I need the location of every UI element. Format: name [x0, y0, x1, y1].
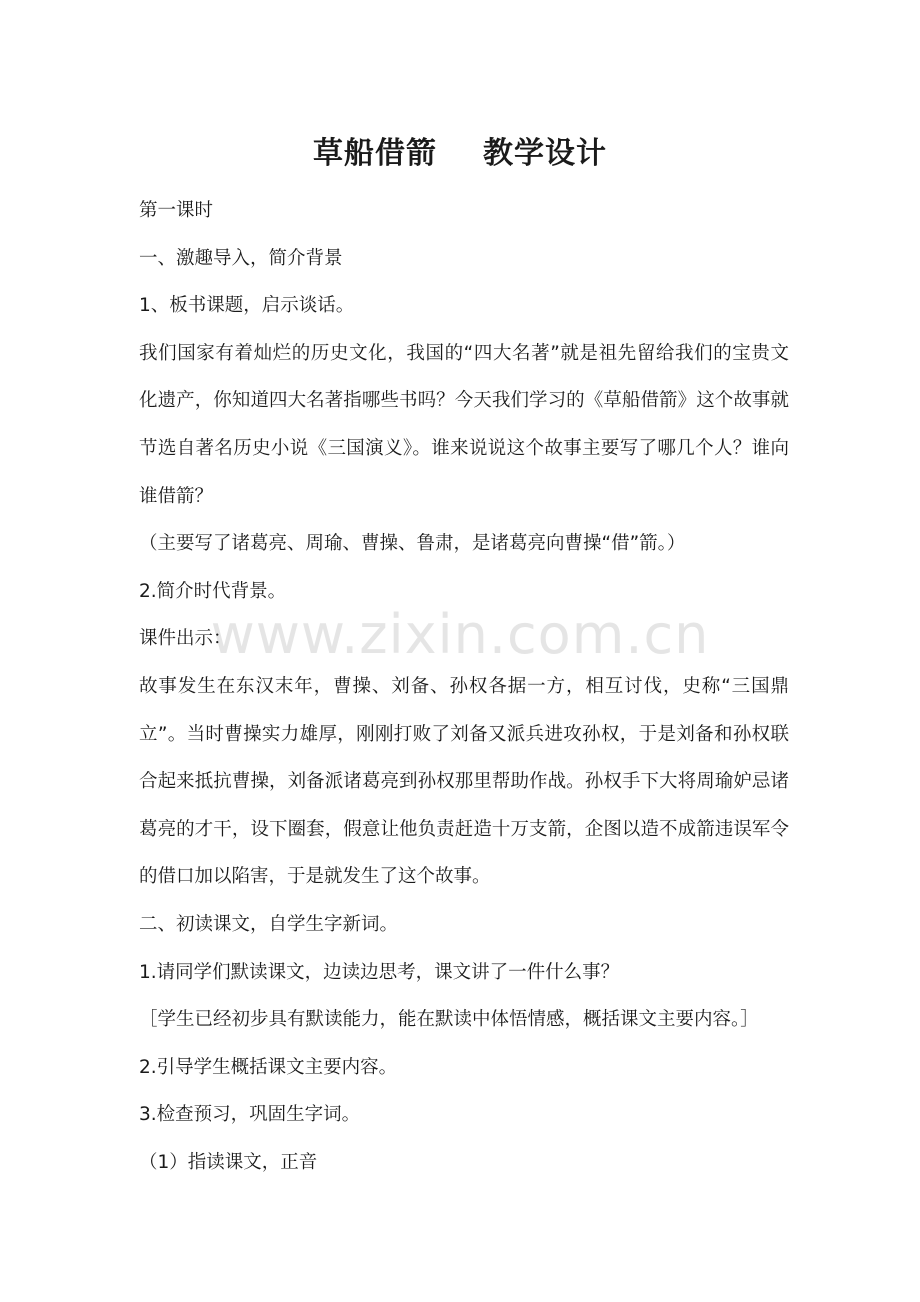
- paragraph-line: 2.引导学生概括课文主要内容。: [139, 1056, 398, 1078]
- document-body: [139, 193, 789, 1192]
- title-design-label: 教学设计: [483, 136, 607, 171]
- paragraph-line: 化遗产，你知道四大名著指哪些书吗？今天我们学习的《草船借箭》这个故事就: [139, 390, 789, 412]
- paragraph-line: 1.请同学们默读课文，边读边思考，课文讲了一件什么事？: [139, 961, 620, 983]
- title-lesson-name: 草船借箭: [313, 136, 437, 171]
- paragraph-line: 课件出示：: [139, 628, 232, 650]
- paragraph-line: ［学生已经初步具有默读能力，能在默读中体悟情感，概括课文主要内容。］: [139, 1009, 759, 1031]
- paragraph-line: 第一课时: [139, 200, 214, 221]
- paragraph-line: （1）指读课文，正音: [139, 1151, 318, 1173]
- paragraph-line: 合起来抵抗曹操，刘备派诸葛亮到孙权那里帮助作战。孙权手下大将周瑜妒忌诸: [139, 771, 789, 793]
- paragraph-line: （主要写了诸葛亮、周瑜、曹操、鲁肃，是诸葛亮向曹操“借”箭。）: [139, 533, 686, 555]
- paragraph-line: 立”。当时曹操实力雄厚，刚刚打败了刘备又派兵进攻孙权，于是刘备和孙权联: [139, 723, 789, 745]
- paragraph-line: 3.检查预习，巩固生字词。: [139, 1104, 361, 1126]
- paragraph-line: 节选自著名历史小说《三国演义》。谁来说说这个故事主要写了哪几个人？谁向: [139, 437, 789, 459]
- paragraph-line: 葛亮的才干，设下圈套，假意让他负责赶造十万支箭，企图以造不成箭违误军令: [139, 818, 789, 840]
- paragraph-line: 故事发生在东汉末年，曹操、刘备、孙权各据一方，相互讨伐，史称“三国鼎: [139, 675, 789, 697]
- paragraph-line: 一、激趣导入，简介背景: [139, 247, 343, 269]
- paragraph-line: 二、初读课文，自学生字新词。: [139, 913, 399, 935]
- paragraph-line: 2.简介时代背景。: [139, 580, 287, 602]
- paragraph-line: 1、板书课题，启示谈话。: [139, 295, 355, 317]
- document-title: [0, 128, 920, 172]
- paragraph-line: 我们国家有着灿烂的历史文化，我国的“四大名著”就是祖先留给我们的宝贵文: [139, 342, 789, 364]
- paragraph-line: 谁借箭？: [139, 485, 214, 507]
- paragraph-line: 的借口加以陷害，于是就发生了这个故事。: [139, 866, 491, 888]
- watermark: www.zixin.com.cn: [210, 603, 710, 666]
